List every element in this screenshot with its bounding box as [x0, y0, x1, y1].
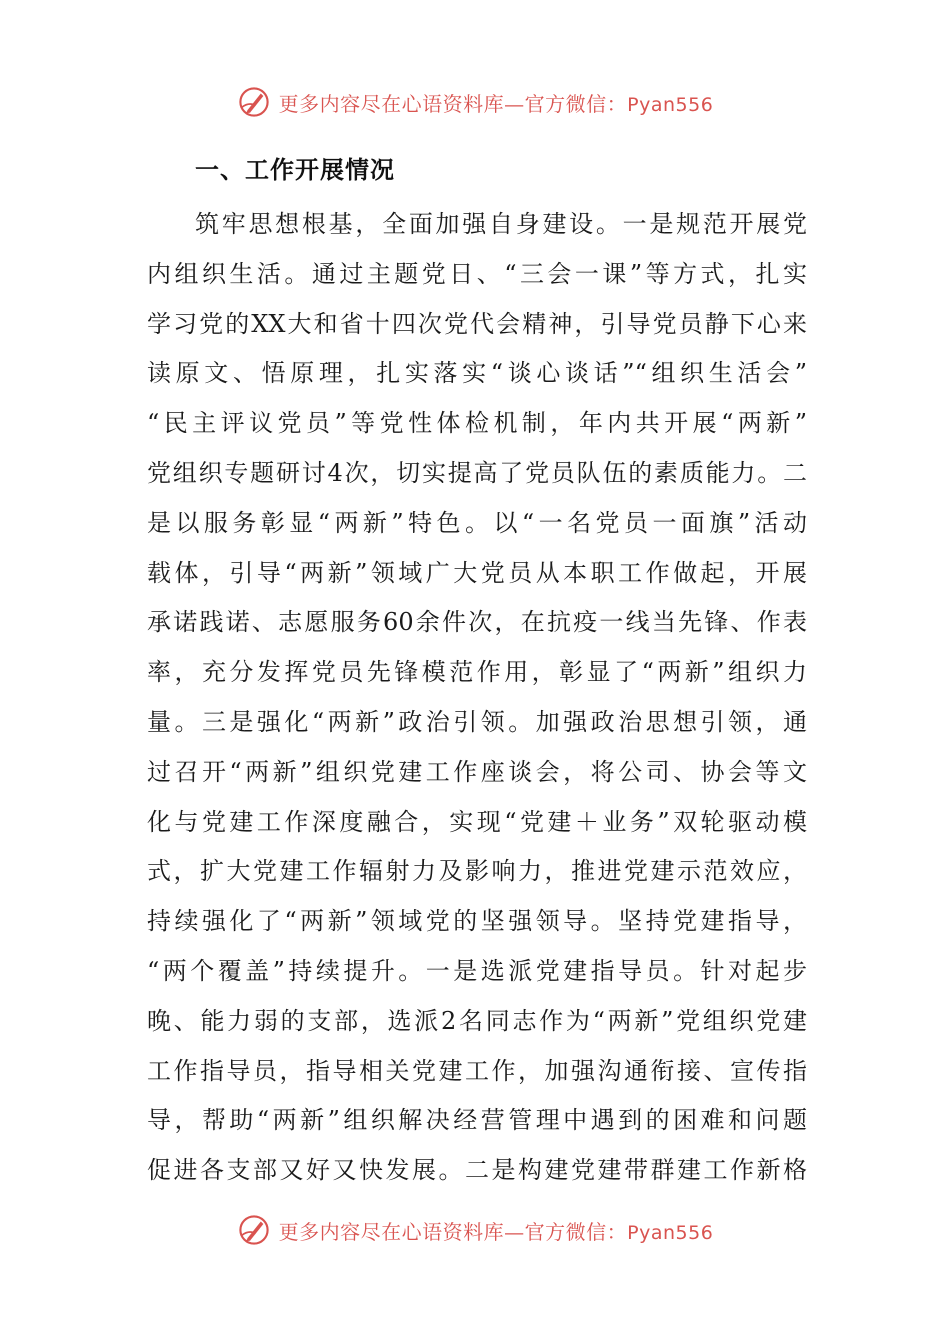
text-line: 促进各支部又好又快发展。二是构建党建带群建工作新格: [147, 1156, 807, 1185]
text-line: 持续强化了“两新”领域党的坚强领导。坚持党建指导，: [147, 907, 807, 936]
text-line: 导，帮助“两新”组织解决经营管理中遇到的困难和问题: [147, 1106, 807, 1135]
text-line: “民主评议党员”等党性体检机制，年内共开展“两新”: [147, 409, 807, 438]
text-line: 是以服务彰显“两新”特色。以“一名党员一面旗”活动: [147, 508, 807, 537]
header-watermark: [0, 82, 950, 122]
text-line: “两个覆盖”持续提升。一是选派党建指导员。针对起步: [147, 956, 807, 985]
pen-logo-icon: [237, 85, 271, 119]
watermark-text: 更多内容尽在心语资料库—官方微信：Pyan556: [278, 91, 714, 116]
text-line: 过召开“两新”组织党建工作座谈会，将公司、协会等文: [147, 757, 807, 786]
body-text: [147, 200, 807, 1196]
text-line: 化与党建工作深度融合，实现“党建＋业务”双轮驱动模: [147, 807, 807, 836]
section-heading: 一、工作开展情况: [195, 156, 395, 184]
text-line: 学习党的XX大和省十四次党代会精神，引导党员静下心来: [147, 309, 807, 338]
text-line: 读原文、悟原理，扎实落实“谈心谈话”“组织生活会”: [147, 359, 807, 388]
watermark-text: 更多内容尽在心语资料库—官方微信：Pyan556: [278, 1219, 714, 1244]
text-line: 工作指导员，指导相关党建工作，加强沟通衔接、宣传指: [147, 1056, 807, 1085]
text-line: 晚、能力弱的支部，选派2名同志作为“两新”党组织党建: [147, 1006, 807, 1035]
text-line: 党组织专题研讨4次，切实提高了党员队伍的素质能力。二: [147, 458, 807, 487]
footer-watermark: [0, 1210, 950, 1250]
pen-logo-icon: [237, 1213, 271, 1247]
text-line: 载体，引导“两新”领域广大党员从本职工作做起，开展: [147, 558, 807, 587]
text-line: 式，扩大党建工作辐射力及影响力，推进党建示范效应，: [147, 857, 807, 886]
text-line: 率，充分发挥党员先锋模范作用，彰显了“两新”组织力: [147, 658, 807, 687]
text-line: 承诺践诺、志愿服务60余件次，在抗疫一线当先锋、作表: [147, 608, 807, 637]
text-line: 量。三是强化“两新”政治引领。加强政治思想引领，通: [147, 707, 807, 736]
text-line: 内组织生活。通过主题党日、“三会一课”等方式，扎实: [147, 259, 807, 288]
text-line: 筑牢思想根基，全面加强自身建设。一是规范开展党: [195, 210, 807, 238]
